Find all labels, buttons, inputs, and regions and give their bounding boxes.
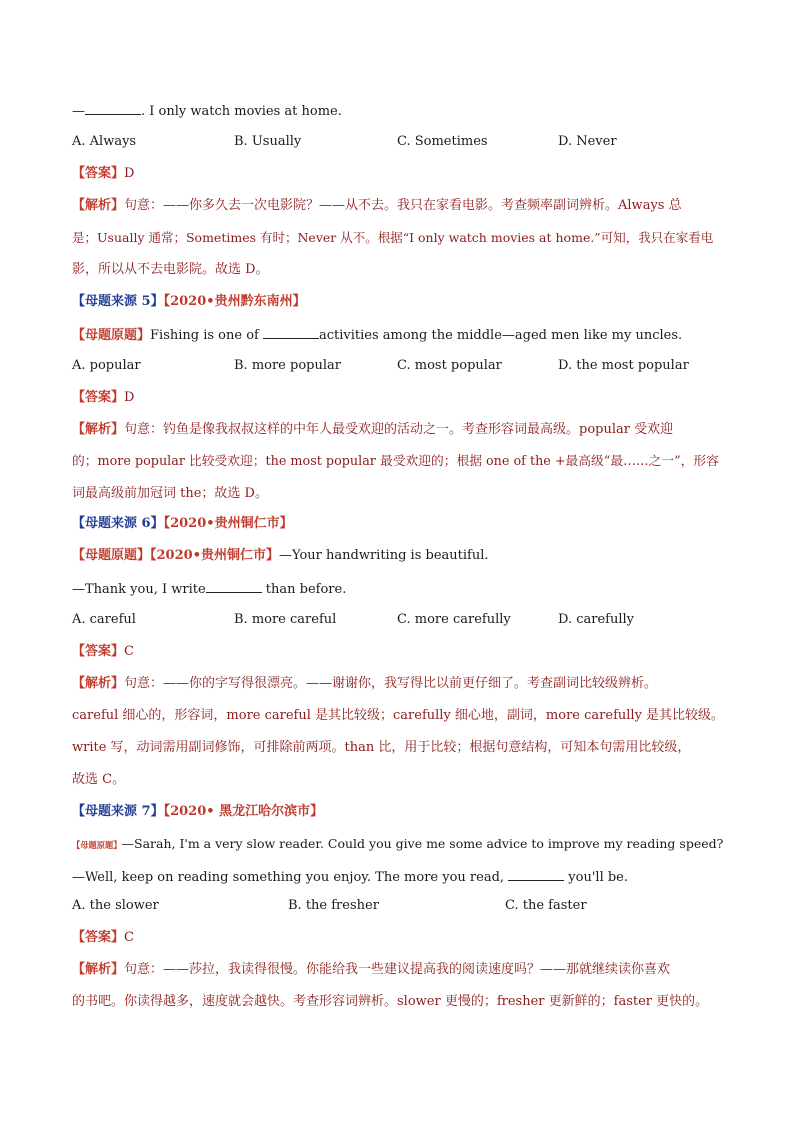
q5-question-suffix: activities among the middle—aged men like my uncles. xyxy=(318,328,683,343)
question-source: 【2020•贵州铜仁市】 xyxy=(150,548,280,563)
answer-value: D xyxy=(124,390,135,405)
q4-answer xyxy=(72,164,724,184)
q5-analysis-l2: 的；more popular 比较受欢迎；the most popular 最受欢迎的；根据 one of the +最高级“最……之一”，形容 xyxy=(72,454,719,469)
q6-analysis-l3: write 写，动词需用副词修饰，可排除前两项。than 比，用于比较；根据句意结构，可知本句需用比较级， xyxy=(72,740,691,755)
analysis-text: 句意：——你多久去一次电影院？——从不去。我只在家看电影。考查频率副词辨析。Always 总 xyxy=(124,198,682,213)
answer-label: 【答案】 xyxy=(72,930,125,945)
answer-label: 【答案】 xyxy=(72,390,125,405)
analysis-text: 句意：钓鱼是像我叔叔这样的中年人最受欢迎的活动之一。考查形容词最高级。popular 受欢迎 xyxy=(124,422,674,437)
q6-analysis-l2: careful 细心的，形容词，more careful 是其比较级；carefully 细心地，副词，more carefully 是其比较级。 xyxy=(72,708,725,723)
q5-option-a: A. popular xyxy=(72,358,141,373)
answer-value: C xyxy=(124,930,134,945)
q4-question-line xyxy=(72,100,724,122)
q5-question-prefix: Fishing is one of xyxy=(150,328,263,343)
q6-question-text: —Your handwriting is beautiful. xyxy=(279,548,489,563)
answer-label: 【答案】 xyxy=(72,644,125,659)
q6-analysis-l4: 故选 C。 xyxy=(72,772,126,787)
q7-question xyxy=(72,834,724,855)
q5-analysis-l1 xyxy=(72,420,724,440)
q6-question-line2 xyxy=(72,578,724,600)
q7-question-line2 xyxy=(72,866,724,888)
answer-label: 【答案】 xyxy=(72,166,125,181)
analysis-label: 【解析】 xyxy=(72,422,125,437)
q7-option-a: A. the slower xyxy=(72,898,159,913)
q5-question xyxy=(72,324,724,346)
source-label: 【母题来源 7】 xyxy=(72,804,164,819)
q6-answer xyxy=(72,642,724,662)
q6-blank xyxy=(206,578,262,593)
q7-line2-suffix: you'll be. xyxy=(564,870,629,885)
q5-answer xyxy=(72,388,724,408)
q4-option-d: D. Never xyxy=(558,134,617,149)
q5-source xyxy=(72,292,724,312)
q6-option-a: A. careful xyxy=(72,612,136,627)
q5-option-b: B. more popular xyxy=(234,358,341,373)
analysis-text: 句意：——莎拉，我读得很慢。你能给我一些建议提高我的阅读速度吗？——那就继续读你喜欢 xyxy=(124,962,671,977)
question-label: 【母题原题】 xyxy=(72,548,151,563)
analysis-label: 【解析】 xyxy=(72,676,125,691)
q4-analysis-l3: 影，所以从不去电影院。故选 D。 xyxy=(72,262,269,277)
q4-option-c: C. Sometimes xyxy=(397,134,488,149)
source-label: 【母题来源 6】 xyxy=(72,516,164,531)
question-label: 【母题原题】 xyxy=(72,840,122,850)
q7-line2-prefix: —Well, keep on reading something you enjoy. The more you read, xyxy=(72,870,509,885)
q5-option-c: C. most popular xyxy=(397,358,502,373)
q7-blank xyxy=(508,866,564,881)
q6-question xyxy=(72,546,724,566)
q6-option-c: C. more carefully xyxy=(397,612,511,627)
source-text: 【2020• 黑龙江哈尔滨市】 xyxy=(163,804,324,819)
q6-option-d: D. carefully xyxy=(558,612,635,627)
q5-blank xyxy=(263,324,319,339)
q4-option-a: A. Always xyxy=(72,134,137,149)
q5-option-d: D. the most popular xyxy=(558,358,689,373)
q6-analysis-l1 xyxy=(72,674,724,694)
q6-option-b: B. more careful xyxy=(234,612,337,627)
q4-analysis-l1 xyxy=(72,196,724,216)
q6-line2-suffix: than before. xyxy=(261,582,347,597)
analysis-text: 句意：——你的字写得很漂亮。——谢谢你，我写得比以前更仔细了。考查副词比较级辨析。 xyxy=(124,676,658,691)
source-text: 【2020•贵州铜仁市】 xyxy=(163,516,293,531)
source-label: 【母题来源 5】 xyxy=(72,294,164,309)
q7-analysis-l1 xyxy=(72,960,724,980)
q4-option-b: B. Usually xyxy=(234,134,302,149)
q7-answer xyxy=(72,928,724,948)
q7-analysis-l2: 的书吧。你读得越多，速度就会越快。考查形容词辨析。slower 更慢的；fresher 更新鲜的；faster 更快的。 xyxy=(72,994,709,1009)
q6-line2-prefix: —Thank you, I write xyxy=(72,582,206,597)
q7-option-b: B. the fresher xyxy=(288,898,379,913)
q4-blank xyxy=(85,100,141,115)
analysis-label: 【解析】 xyxy=(72,962,125,977)
analysis-label: 【解析】 xyxy=(72,198,125,213)
answer-value: D xyxy=(124,166,135,181)
q4-dash: — xyxy=(72,104,85,119)
question-label: 【母题原题】 xyxy=(72,328,151,343)
q4-analysis-l2: 是；Usually 通常；Sometimes 有时；Never 从不。根据“I only watch movies at home.”可知，我只在家看电 xyxy=(72,230,714,245)
q7-source xyxy=(72,802,724,822)
q7-question-text: —Sarah, I'm a very slow reader. Could you give me some advice to improve my reading speed? xyxy=(121,836,724,851)
q6-source xyxy=(72,514,724,534)
answer-value: C xyxy=(124,644,134,659)
q5-analysis-l3: 词最高级前加冠词 the；故选 D。 xyxy=(72,486,268,501)
q7-option-c: C. the faster xyxy=(505,898,587,913)
q4-question-text: . I only watch movies at home. xyxy=(141,104,342,119)
source-text: 【2020•贵州黔东南州】 xyxy=(163,294,306,309)
